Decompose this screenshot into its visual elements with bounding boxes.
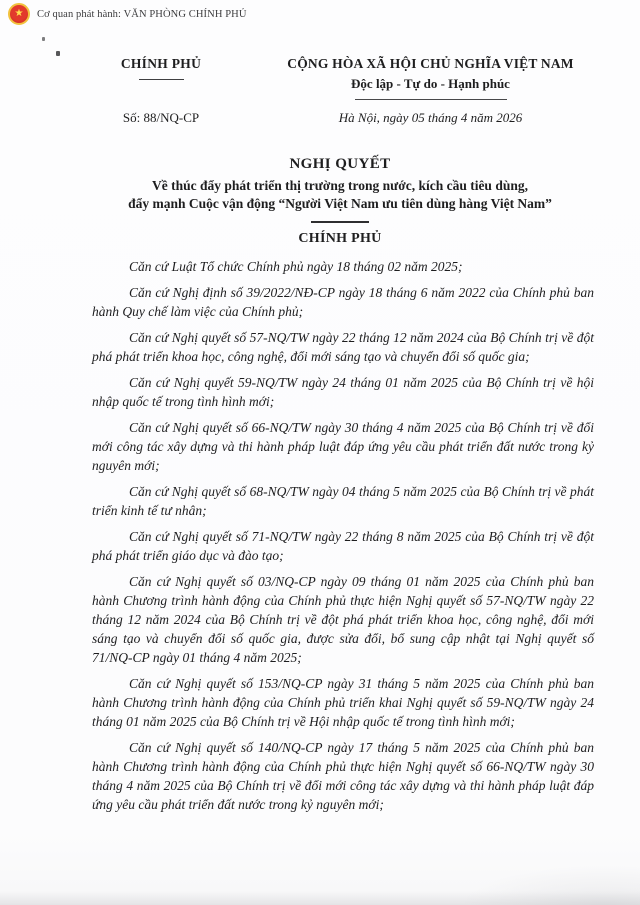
- document-title-block: [60, 156, 620, 247]
- org-divider: [139, 79, 184, 80]
- document-number: Số: 88/NQ-CP: [122, 110, 200, 125]
- national-title: CỘNG HÒA XÃ HỘI CHỦ NGHĨA VIỆT NAM: [287, 56, 574, 71]
- issuer-label: Cơ quan phát hành: VĂN PHÒNG CHÍNH PHỦ: [37, 8, 247, 20]
- recital-paragraph: Căn cứ Nghị quyết số 57-NQ/TW ngày 22 tháng 12 năm 2024 của Bộ Chính trị về đột phá phát triển khoa học, công nghệ, đổi mới sáng tạo và chuyển đổi số quốc gia;: [92, 330, 594, 364]
- scan-shadow: [0, 891, 640, 905]
- document-subtitle-line2: đẩy mạnh Cuộc vận động “Người Việt Nam ưu tiên dùng hàng Việt Nam”: [128, 195, 552, 211]
- recital-paragraph: Căn cứ Nghị quyết số 66-NQ/TW ngày 30 tháng 4 năm 2025 của Bộ Chính trị về đổi mới công tác xây dựng và thi hành pháp luật đáp ứng yêu cầu phát triển đất nước trong kỷ nguyên mới;: [92, 420, 594, 473]
- star-icon: ★: [14, 7, 24, 19]
- document-body: [92, 257, 594, 821]
- recital-paragraph: Căn cứ Nghị quyết số 03/NQ-CP ngày 09 tháng 01 năm 2025 của Chính phủ ban hành Chương trình hành động của Chính phủ thực hiện Nghị quyết số 57-NQ/TW ngày 22 tháng 12 năm 2024 của Bộ Chính trị về đột phá phát triển khoa học, công nghệ, đổi mới sáng tạo và chuyển đổi số quốc gia, được sửa đổi, bổ sung cập nhật tại Nghị quyết số 71/NQ-CP ngày 01 tháng 4 năm 2025;: [92, 574, 594, 665]
- document-type: NGHỊ QUYẾT: [289, 156, 391, 172]
- title-divider: [311, 221, 369, 223]
- header-right-column: [258, 56, 603, 126]
- scan-speck: [42, 37, 45, 41]
- motto-divider: [355, 99, 507, 100]
- recital-paragraph: Căn cứ Nghị quyết 59-NQ/TW ngày 24 tháng 01 năm 2025 của Bộ Chính trị về hội nhập quốc tế trong tình hình mới;: [92, 375, 594, 409]
- national-motto: Độc lập - Tự do - Hạnh phúc: [351, 76, 510, 91]
- recital-paragraph: Căn cứ Nghị quyết số 71-NQ/TW ngày 22 tháng 8 năm 2025 của Bộ Chính trị về đột phá phát triển giáo dục và đào tạo;: [92, 529, 594, 563]
- place-and-date: Hà Nội, ngày 05 tháng 4 năm 2026: [338, 110, 523, 125]
- recital-paragraph: Căn cứ Nghị quyết số 153/NQ-CP ngày 31 tháng 5 năm 2025 của Chính phủ ban hành Chương trình hành động của Chính phủ triển khai Nghị quyết số 59-NQ/TW ngày 24 tháng 01 năm 2025 của Bộ Chính trị về Hội nhập quốc tế trong tình hình mới;: [92, 676, 594, 729]
- recital-paragraph: Căn cứ Nghị định số 39/2022/NĐ-CP ngày 18 tháng 6 năm 2022 của Chính phủ ban hành Quy chế làm việc của Chính phủ;: [92, 285, 594, 319]
- recital-paragraph: Căn cứ Nghị quyết số 140/NQ-CP ngày 17 tháng 5 năm 2025 của Chính phủ ban hành Chương trình hành động của Chính phủ thực hiện Nghị quyết số 66-NQ/TW ngày 30 tháng 4 năm 2025 của Bộ Chính trị về đổi mới công tác xây dựng và thi hành pháp luật đáp ứng yêu cầu phát triển đất nước trong kỷ nguyên mới;: [92, 740, 594, 812]
- issuer-bar: [8, 3, 247, 25]
- document-subtitle-line1: Về thúc đẩy phát triển thị trường trong nước, kích cầu tiêu dùng,: [152, 178, 528, 193]
- header-left-column: [86, 56, 236, 126]
- recital-paragraph: Căn cứ Luật Tổ chức Chính phủ ngày 18 tháng 02 năm 2025;: [129, 259, 463, 274]
- issuing-authority: CHÍNH PHỦ: [298, 230, 382, 246]
- vietnam-emblem-icon: [8, 3, 30, 25]
- recital-paragraph: Căn cứ Nghị quyết số 68-NQ/TW ngày 04 tháng 5 năm 2025 của Bộ Chính trị về phát triển kinh tế tư nhân;: [92, 484, 594, 518]
- scan-speck: [56, 51, 60, 56]
- issuing-org: CHÍNH PHỦ: [120, 56, 202, 71]
